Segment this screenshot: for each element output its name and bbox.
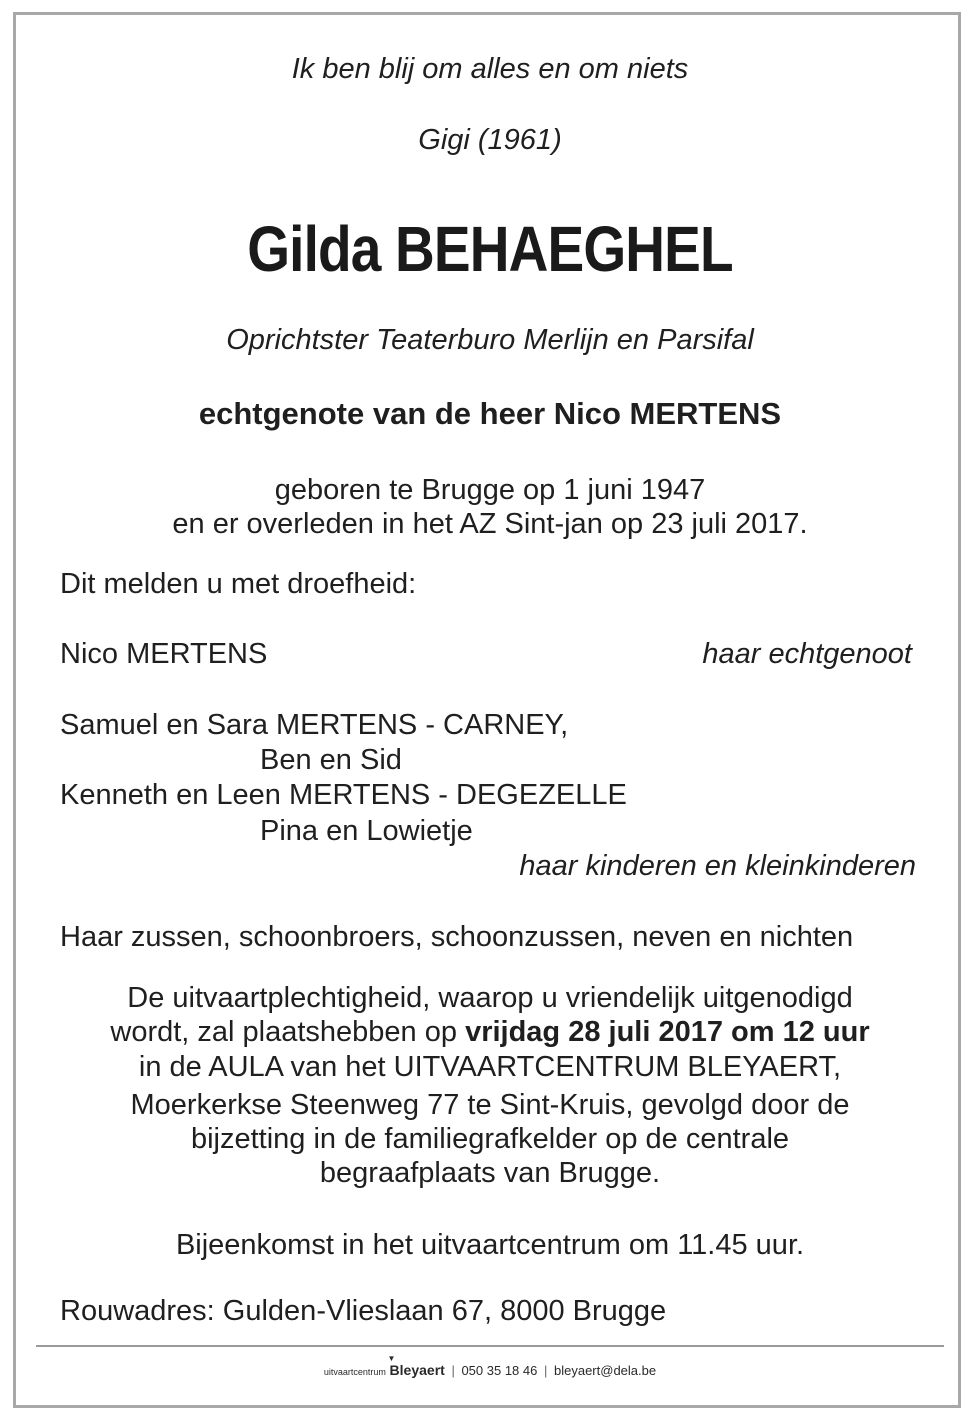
child-couple-2: Kenneth en Leen MERTENS - DEGEZELLE <box>60 779 627 811</box>
triangle-icon: ▼ <box>387 1354 396 1363</box>
relatives: Haar zussen, schoonbroers, schoonzussen, neven en nichten <box>60 921 854 953</box>
ceremony-line-1: De uitvaartplechtigheid, waarop u vriendelijk uitgenodigd <box>127 982 853 1014</box>
role: Oprichtster Teaterburo Merlijn en Parsifal <box>226 324 754 356</box>
husband-name: Nico MERTENS <box>60 638 268 670</box>
footer-brand <box>387 1354 445 1378</box>
ceremony-line-3: in de AULA van het UITVAARTCENTRUM BLEYAERT, <box>138 1051 842 1083</box>
death-line: en er overleden in het AZ Sint-jan op 23 juli 2017. <box>172 508 808 540</box>
children-relation: haar kinderen en kleinkinderen <box>519 850 916 882</box>
deceased-name: Gilda BEHAEGHEL <box>247 213 733 285</box>
gathering: Bijeenkomst in het uitvaartcentrum om 11.45 uur. <box>175 1229 805 1261</box>
alias: Gigi (1961) <box>418 124 562 156</box>
footer <box>0 1354 980 1378</box>
ceremony-line-2-text: wordt, zal plaatshebben op <box>110 1016 466 1048</box>
ceremony-line-5: bijzetting in de familiegrafkelder op de centrale <box>190 1123 790 1155</box>
grandchildren-1: Ben en Sid <box>260 744 402 776</box>
husband-relation: haar echtgenoot <box>702 638 912 670</box>
birth-line: geboren te Brugge op 1 juni 1947 <box>274 474 706 506</box>
footer-phone: 050 35 18 46 <box>461 1363 538 1378</box>
separator: | <box>451 1363 455 1378</box>
ceremony-line-6: begraafplaats van Brugge. <box>319 1157 661 1189</box>
separator: | <box>543 1363 548 1378</box>
child-couple-1: Samuel en Sara MERTENS - CARNEY, <box>60 709 569 741</box>
footer-prefix: uitvaartcentrum <box>323 1367 386 1377</box>
ceremony-date: vrijdag 28 juli 2017 om 12 uur <box>465 1016 870 1048</box>
motto: Ik ben blij om alles en om niets <box>291 53 689 85</box>
ceremony-line-4: Moerkerkse Steenweg 77 te Sint-Kruis, gevolgd door de <box>130 1089 850 1121</box>
mourning-address: Rouwadres: Gulden-Vlieslaan 67, 8000 Brugge <box>60 1295 667 1327</box>
spouse-line: echtgenote van de heer Nico MERTENS <box>198 396 782 431</box>
footer-email: bleyaert@dela.be <box>554 1363 657 1378</box>
announcement: Dit melden u met droefheid: <box>60 568 417 600</box>
grandchildren-2: Pina en Lowietje <box>260 815 473 847</box>
footer-divider <box>36 1345 944 1347</box>
footer-brand-name: Bleyaert <box>389 1362 445 1378</box>
ceremony-line-2 <box>0 1016 980 1049</box>
